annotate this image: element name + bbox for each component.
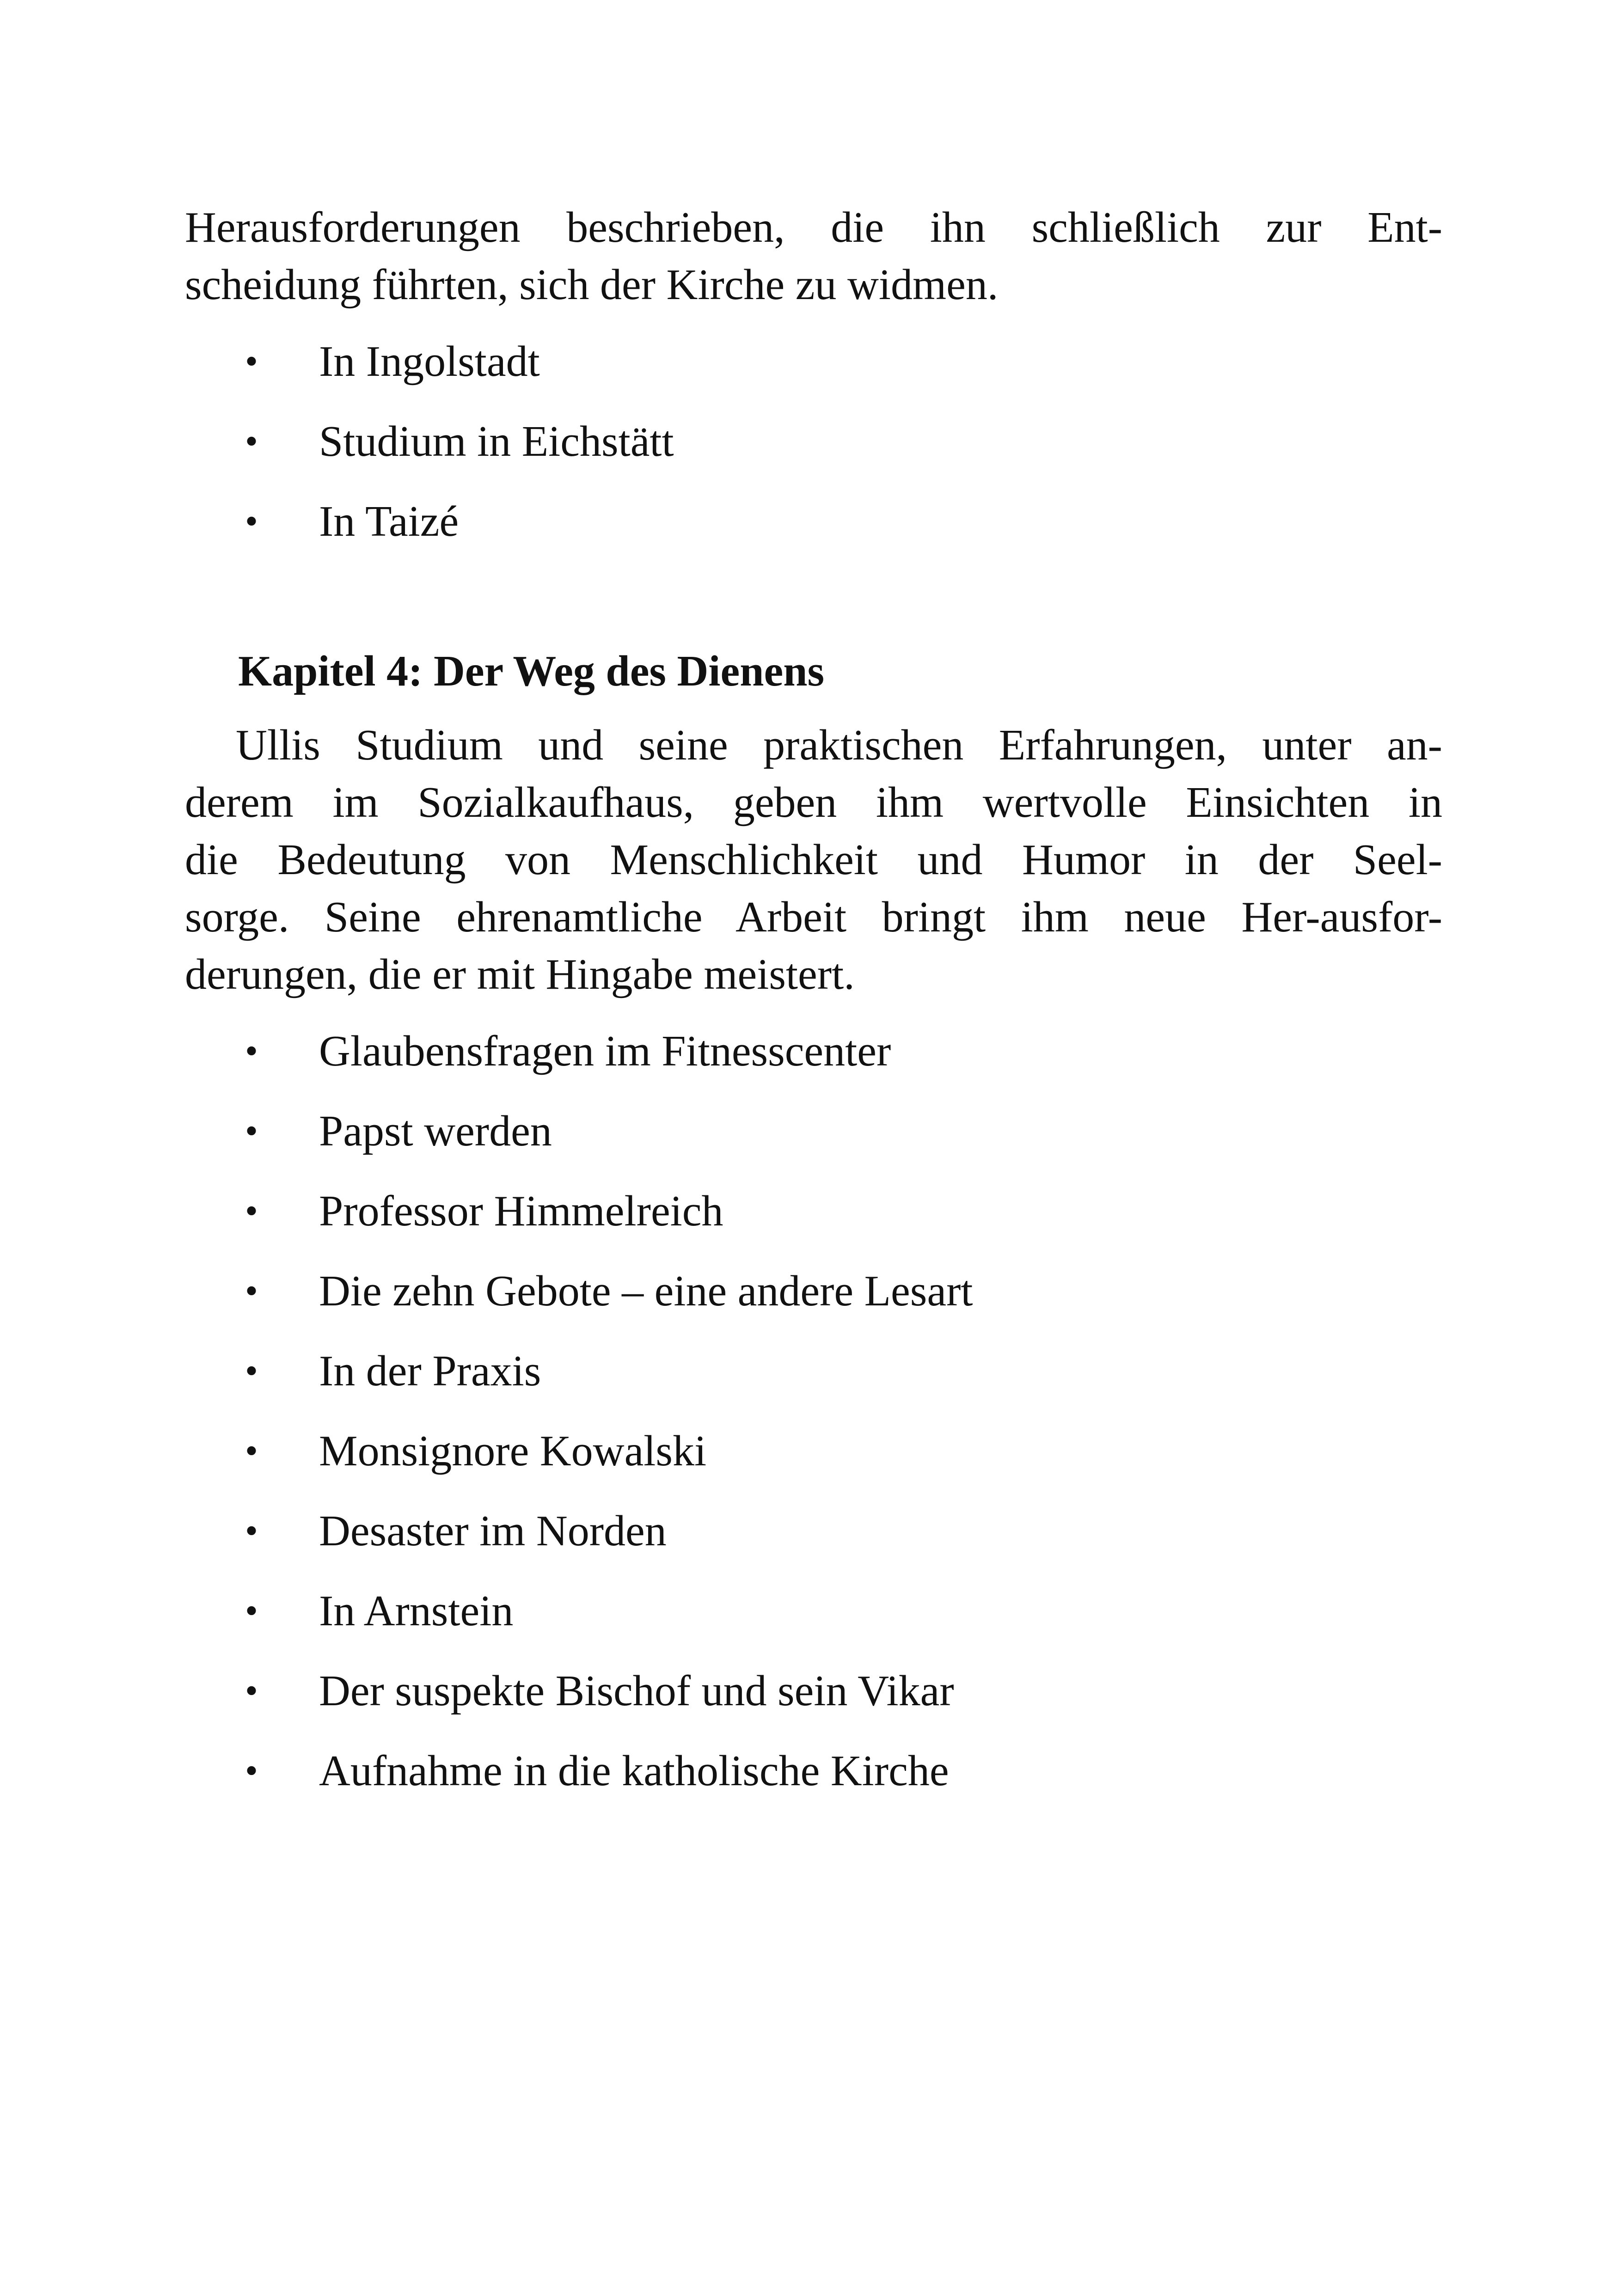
bullet-list-1 <box>185 322 1442 562</box>
bullet-icon: • <box>245 1351 258 1391</box>
paragraph-line: Ullis Studium und seine praktischen Erfahrungen, unter an- <box>236 721 1442 769</box>
list-item <box>185 322 1442 402</box>
list-item <box>185 1331 1442 1411</box>
list-item <box>185 1251 1442 1331</box>
paragraph-line: Herausforderungen beschrieben, die ihn schließlich zur Ent- <box>185 203 1442 251</box>
list-item <box>185 402 1442 482</box>
paragraph-line: sorge. Seine ehrenamtliche Arbeit bringt ihm neue Her-ausfor- <box>185 893 1442 941</box>
bullet-icon: • <box>245 1031 258 1071</box>
list-item-text: Studium in Eichstätt <box>319 417 674 465</box>
list-item-text: Aufnahme in die katholische Kirche <box>319 1747 949 1795</box>
list-item <box>185 1491 1442 1571</box>
list-item <box>185 1091 1442 1171</box>
list-item-text: In Taizé <box>319 497 459 545</box>
list-item-text: Desaster im Norden <box>319 1507 667 1555</box>
bullet-icon: • <box>245 1511 258 1551</box>
bullet-icon: • <box>245 1271 258 1311</box>
intro-paragraph <box>185 199 1442 313</box>
document-page <box>185 199 1442 1811</box>
list-item-text: In Ingolstadt <box>319 337 540 386</box>
paragraph-line: die Bedeutung von Menschlichkeit und Humor in der Seel- <box>185 836 1442 884</box>
bullet-icon: • <box>245 341 258 382</box>
bullet-icon: • <box>245 1191 258 1231</box>
bullet-icon: • <box>245 1591 258 1631</box>
list-item-text: Monsignore Kowalski <box>319 1427 707 1475</box>
bullet-icon: • <box>245 501 258 542</box>
list-item <box>185 1651 1442 1731</box>
bullet-icon: • <box>245 1111 258 1151</box>
list-item-text: Papst werden <box>319 1107 552 1155</box>
chapter-paragraph <box>185 716 1442 1003</box>
bullet-icon: • <box>245 1751 258 1791</box>
list-item-text: Glaubensfragen im Fitnesscenter <box>319 1027 891 1075</box>
list-item-text: Professor Himmelreich <box>319 1187 723 1235</box>
bullet-icon: • <box>245 1431 258 1471</box>
paragraph-line: scheidung führten, sich der Kirche zu widmen. <box>185 261 999 309</box>
list-item <box>185 1571 1442 1651</box>
list-item <box>185 482 1442 562</box>
list-item <box>185 1171 1442 1251</box>
bullet-icon: • <box>245 1671 258 1711</box>
paragraph-line: derungen, die er mit Hingabe meistert. <box>185 950 855 998</box>
list-item <box>185 1411 1442 1491</box>
bullet-icon: • <box>245 421 258 462</box>
list-item <box>185 1731 1442 1811</box>
chapter-heading: Kapitel 4: Der Weg des Dienens <box>238 647 825 695</box>
paragraph-line: derem im Sozialkaufhaus, geben ihm wertvolle Einsichten in <box>185 778 1442 827</box>
list-item <box>185 1011 1442 1091</box>
list-item-text: In Arnstein <box>319 1587 514 1635</box>
list-item-text: Der suspekte Bischof und sein Vikar <box>319 1667 954 1715</box>
list-item-text: Die zehn Gebote – eine andere Lesart <box>319 1267 973 1315</box>
bullet-list-2 <box>185 1011 1442 1811</box>
list-item-text: In der Praxis <box>319 1347 541 1395</box>
